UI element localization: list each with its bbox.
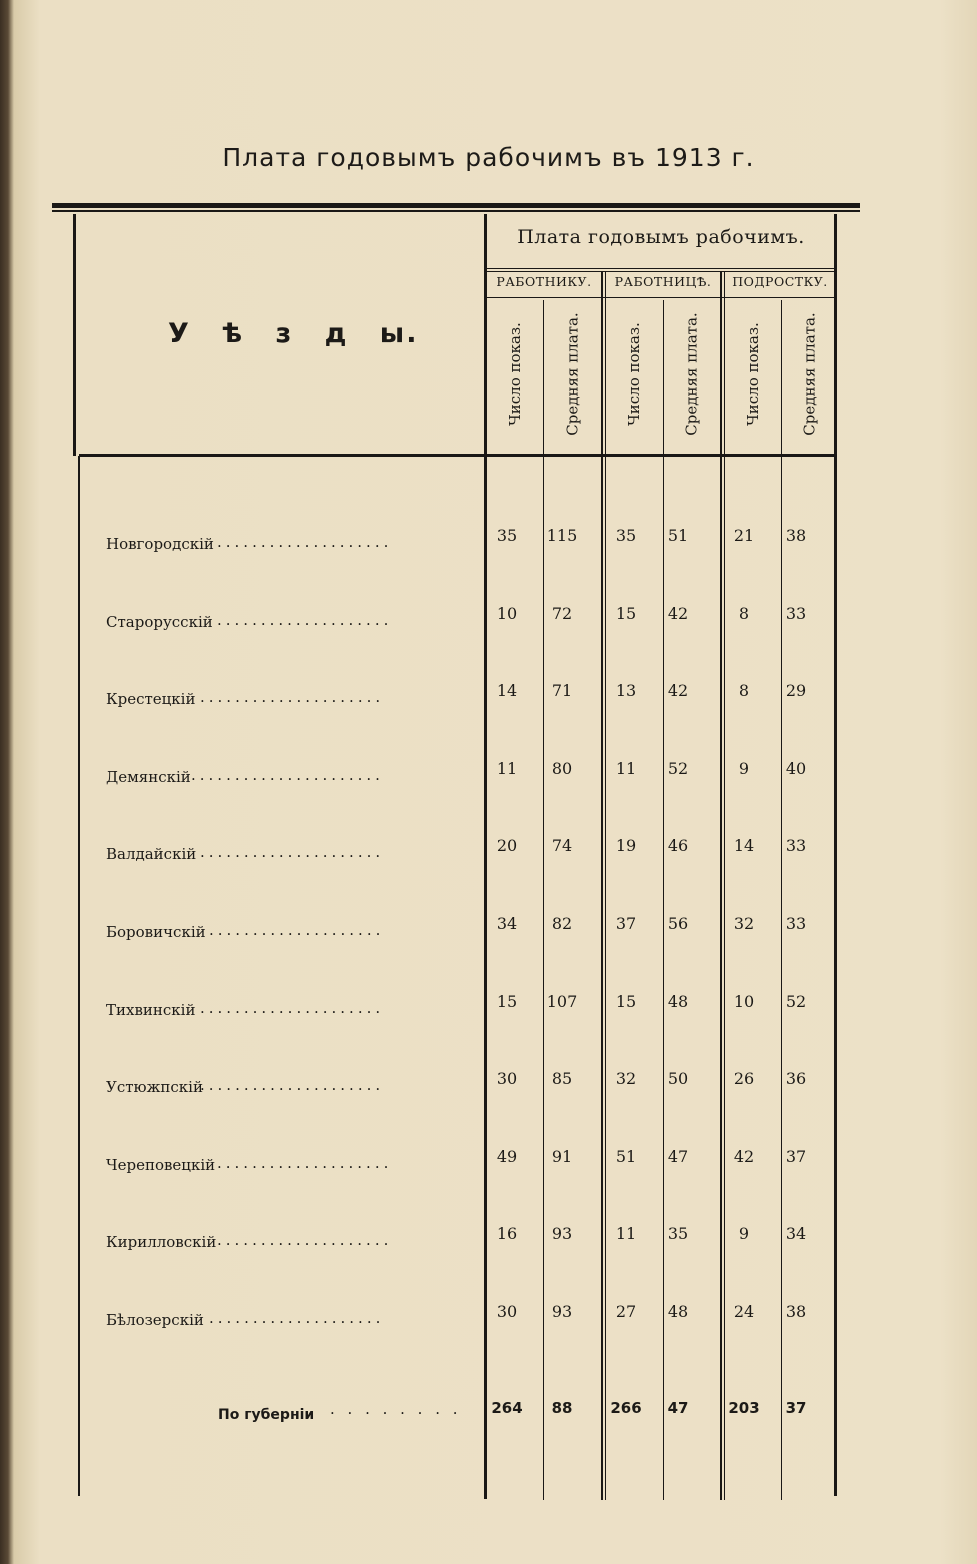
- subcol-count-2: Число показ.: [625, 322, 643, 426]
- table-cell: 8: [738, 681, 750, 700]
- table-cell: 24: [733, 1302, 755, 1321]
- leader-dots: .....................: [200, 999, 385, 1017]
- table-cell: 20: [496, 836, 518, 855]
- total-leader-dots: · · · · · · · ·: [330, 1404, 462, 1422]
- row-label: Череповецкій: [106, 1156, 216, 1174]
- table-cell: 11: [615, 1224, 637, 1243]
- plata-header: Плата годовымъ рабочимъ.: [517, 226, 805, 248]
- table-cell: 37: [785, 1147, 807, 1166]
- leader-dots: .....................: [200, 688, 385, 706]
- table-cell: 72: [551, 604, 573, 623]
- table-cell: 32: [733, 914, 755, 933]
- table-cell: 51: [615, 1147, 637, 1166]
- group-podrostku: ПОДРОСТКУ.: [732, 274, 828, 289]
- table-cell: 30: [496, 1302, 518, 1321]
- table-cell: 56: [667, 914, 689, 933]
- table-cell: 47: [667, 1147, 689, 1166]
- leader-dots: ....................: [209, 921, 385, 939]
- row-label: Устюжпскій: [106, 1078, 203, 1096]
- table-cell: 27: [615, 1302, 637, 1321]
- leader-dots: ....................: [217, 1231, 393, 1249]
- table-cell: 30: [496, 1069, 518, 1088]
- group-rabotniku: РАБОТНИКУ.: [496, 274, 592, 289]
- leader-dots: ....................: [209, 1309, 385, 1327]
- total-cell: 266: [610, 1399, 642, 1417]
- table-cell: 52: [785, 992, 807, 1011]
- table-cell: 9: [738, 1224, 750, 1243]
- table-cell: 26: [733, 1069, 755, 1088]
- table-cell: 29: [785, 681, 807, 700]
- row-label: Тихвинскій: [106, 1001, 196, 1019]
- total-label: По губерніи: [218, 1407, 315, 1423]
- table-cell: 74: [551, 836, 573, 855]
- table-cell: 82: [551, 914, 573, 933]
- table-cell: 49: [496, 1147, 518, 1166]
- leader-dots: ....................: [217, 1154, 393, 1172]
- table-cell: 38: [785, 1302, 807, 1321]
- table-cell: 71: [551, 681, 573, 700]
- table-cell: 32: [615, 1069, 637, 1088]
- table-cell: 93: [551, 1302, 573, 1321]
- row-label: Валдайскій: [106, 845, 197, 863]
- table-cell: 16: [496, 1224, 518, 1243]
- subcol-avg-2: Средняя плата.: [683, 312, 701, 436]
- table-cell: 51: [667, 526, 689, 545]
- top-rule-thin: [52, 210, 860, 212]
- table-cell: 15: [615, 992, 637, 1011]
- subcol-count-3: Число показ.: [744, 322, 762, 426]
- table-cell: 42: [667, 604, 689, 623]
- table-cell: 19: [615, 836, 637, 855]
- rule-under-groups: [486, 297, 834, 298]
- table-cell: 36: [785, 1069, 807, 1088]
- left-border: [73, 214, 76, 456]
- row-label: Кирилловскій: [106, 1233, 217, 1251]
- table-cell: 33: [785, 604, 807, 623]
- table-cell: 35: [615, 526, 637, 545]
- row-label: Боровичскій: [106, 923, 206, 941]
- table-cell: 52: [667, 759, 689, 778]
- row-label: Бѣлозерскій: [106, 1311, 204, 1329]
- table-cell: 35: [496, 526, 518, 545]
- header-bottom-rule: [79, 454, 836, 457]
- table-cell: 107: [546, 992, 578, 1011]
- table-cell: 14: [733, 836, 755, 855]
- table-cell: 8: [738, 604, 750, 623]
- total-cell: 88: [551, 1399, 573, 1417]
- table-cell: 93: [551, 1224, 573, 1243]
- table-cell: 85: [551, 1069, 573, 1088]
- table-cell: 91: [551, 1147, 573, 1166]
- uezdy-header: У ѣ з д ы.: [168, 318, 419, 349]
- table-cell: 37: [615, 914, 637, 933]
- total-cell: 203: [728, 1399, 760, 1417]
- total-cell: 264: [491, 1399, 523, 1417]
- subcol-avg-3: Средняя плата.: [801, 312, 819, 436]
- row-label: Новгородскій: [106, 535, 214, 553]
- row-label: Крестецкій: [106, 690, 196, 708]
- table-cell: 115: [546, 526, 578, 545]
- table-cell: 13: [615, 681, 637, 700]
- row-label: Демянскій: [106, 768, 191, 786]
- rule-under-plata: [486, 268, 834, 269]
- table-cell: 50: [667, 1069, 689, 1088]
- table-cell: 48: [667, 1302, 689, 1321]
- table-cell: 80: [551, 759, 573, 778]
- group-rabotnitse: РАБОТНИЦѢ.: [614, 274, 712, 289]
- table-cell: 10: [496, 604, 518, 623]
- row-label: Старорусскій: [106, 613, 213, 631]
- leader-dots: ....................: [217, 611, 393, 629]
- table-cell: 40: [785, 759, 807, 778]
- leader-dots: .....................: [200, 1076, 385, 1094]
- table-cell: 10: [733, 992, 755, 1011]
- page-title: Плата годовымъ рабочимъ въ 1913 г.: [222, 143, 755, 172]
- subcol-avg-1: Средняя плата.: [564, 312, 582, 436]
- table-cell: 21: [733, 526, 755, 545]
- table-cell: 9: [738, 759, 750, 778]
- leader-dots: .....................: [200, 843, 385, 861]
- top-rule: [52, 203, 860, 208]
- table-cell: 35: [667, 1224, 689, 1243]
- table-cell: 14: [496, 681, 518, 700]
- table-cell: 15: [615, 604, 637, 623]
- table-cell: 46: [667, 836, 689, 855]
- table-cell: 42: [667, 681, 689, 700]
- leader-dots: ......................: [191, 766, 384, 784]
- subcol-count-1: Число показ.: [506, 322, 524, 426]
- leader-dots: ....................: [217, 533, 393, 551]
- table-cell: 15: [496, 992, 518, 1011]
- total-cell: 37: [785, 1399, 807, 1417]
- rule-under-plata-2: [486, 271, 834, 272]
- table-cell: 42: [733, 1147, 755, 1166]
- table-cell: 34: [496, 914, 518, 933]
- total-cell: 47: [667, 1399, 689, 1417]
- table-cell: 38: [785, 526, 807, 545]
- table-cell: 34: [785, 1224, 807, 1243]
- table-cell: 11: [496, 759, 518, 778]
- table-cell: 11: [615, 759, 637, 778]
- left-border-lower: [78, 456, 80, 1496]
- table-cell: 33: [785, 914, 807, 933]
- table-cell: 48: [667, 992, 689, 1011]
- table-cell: 33: [785, 836, 807, 855]
